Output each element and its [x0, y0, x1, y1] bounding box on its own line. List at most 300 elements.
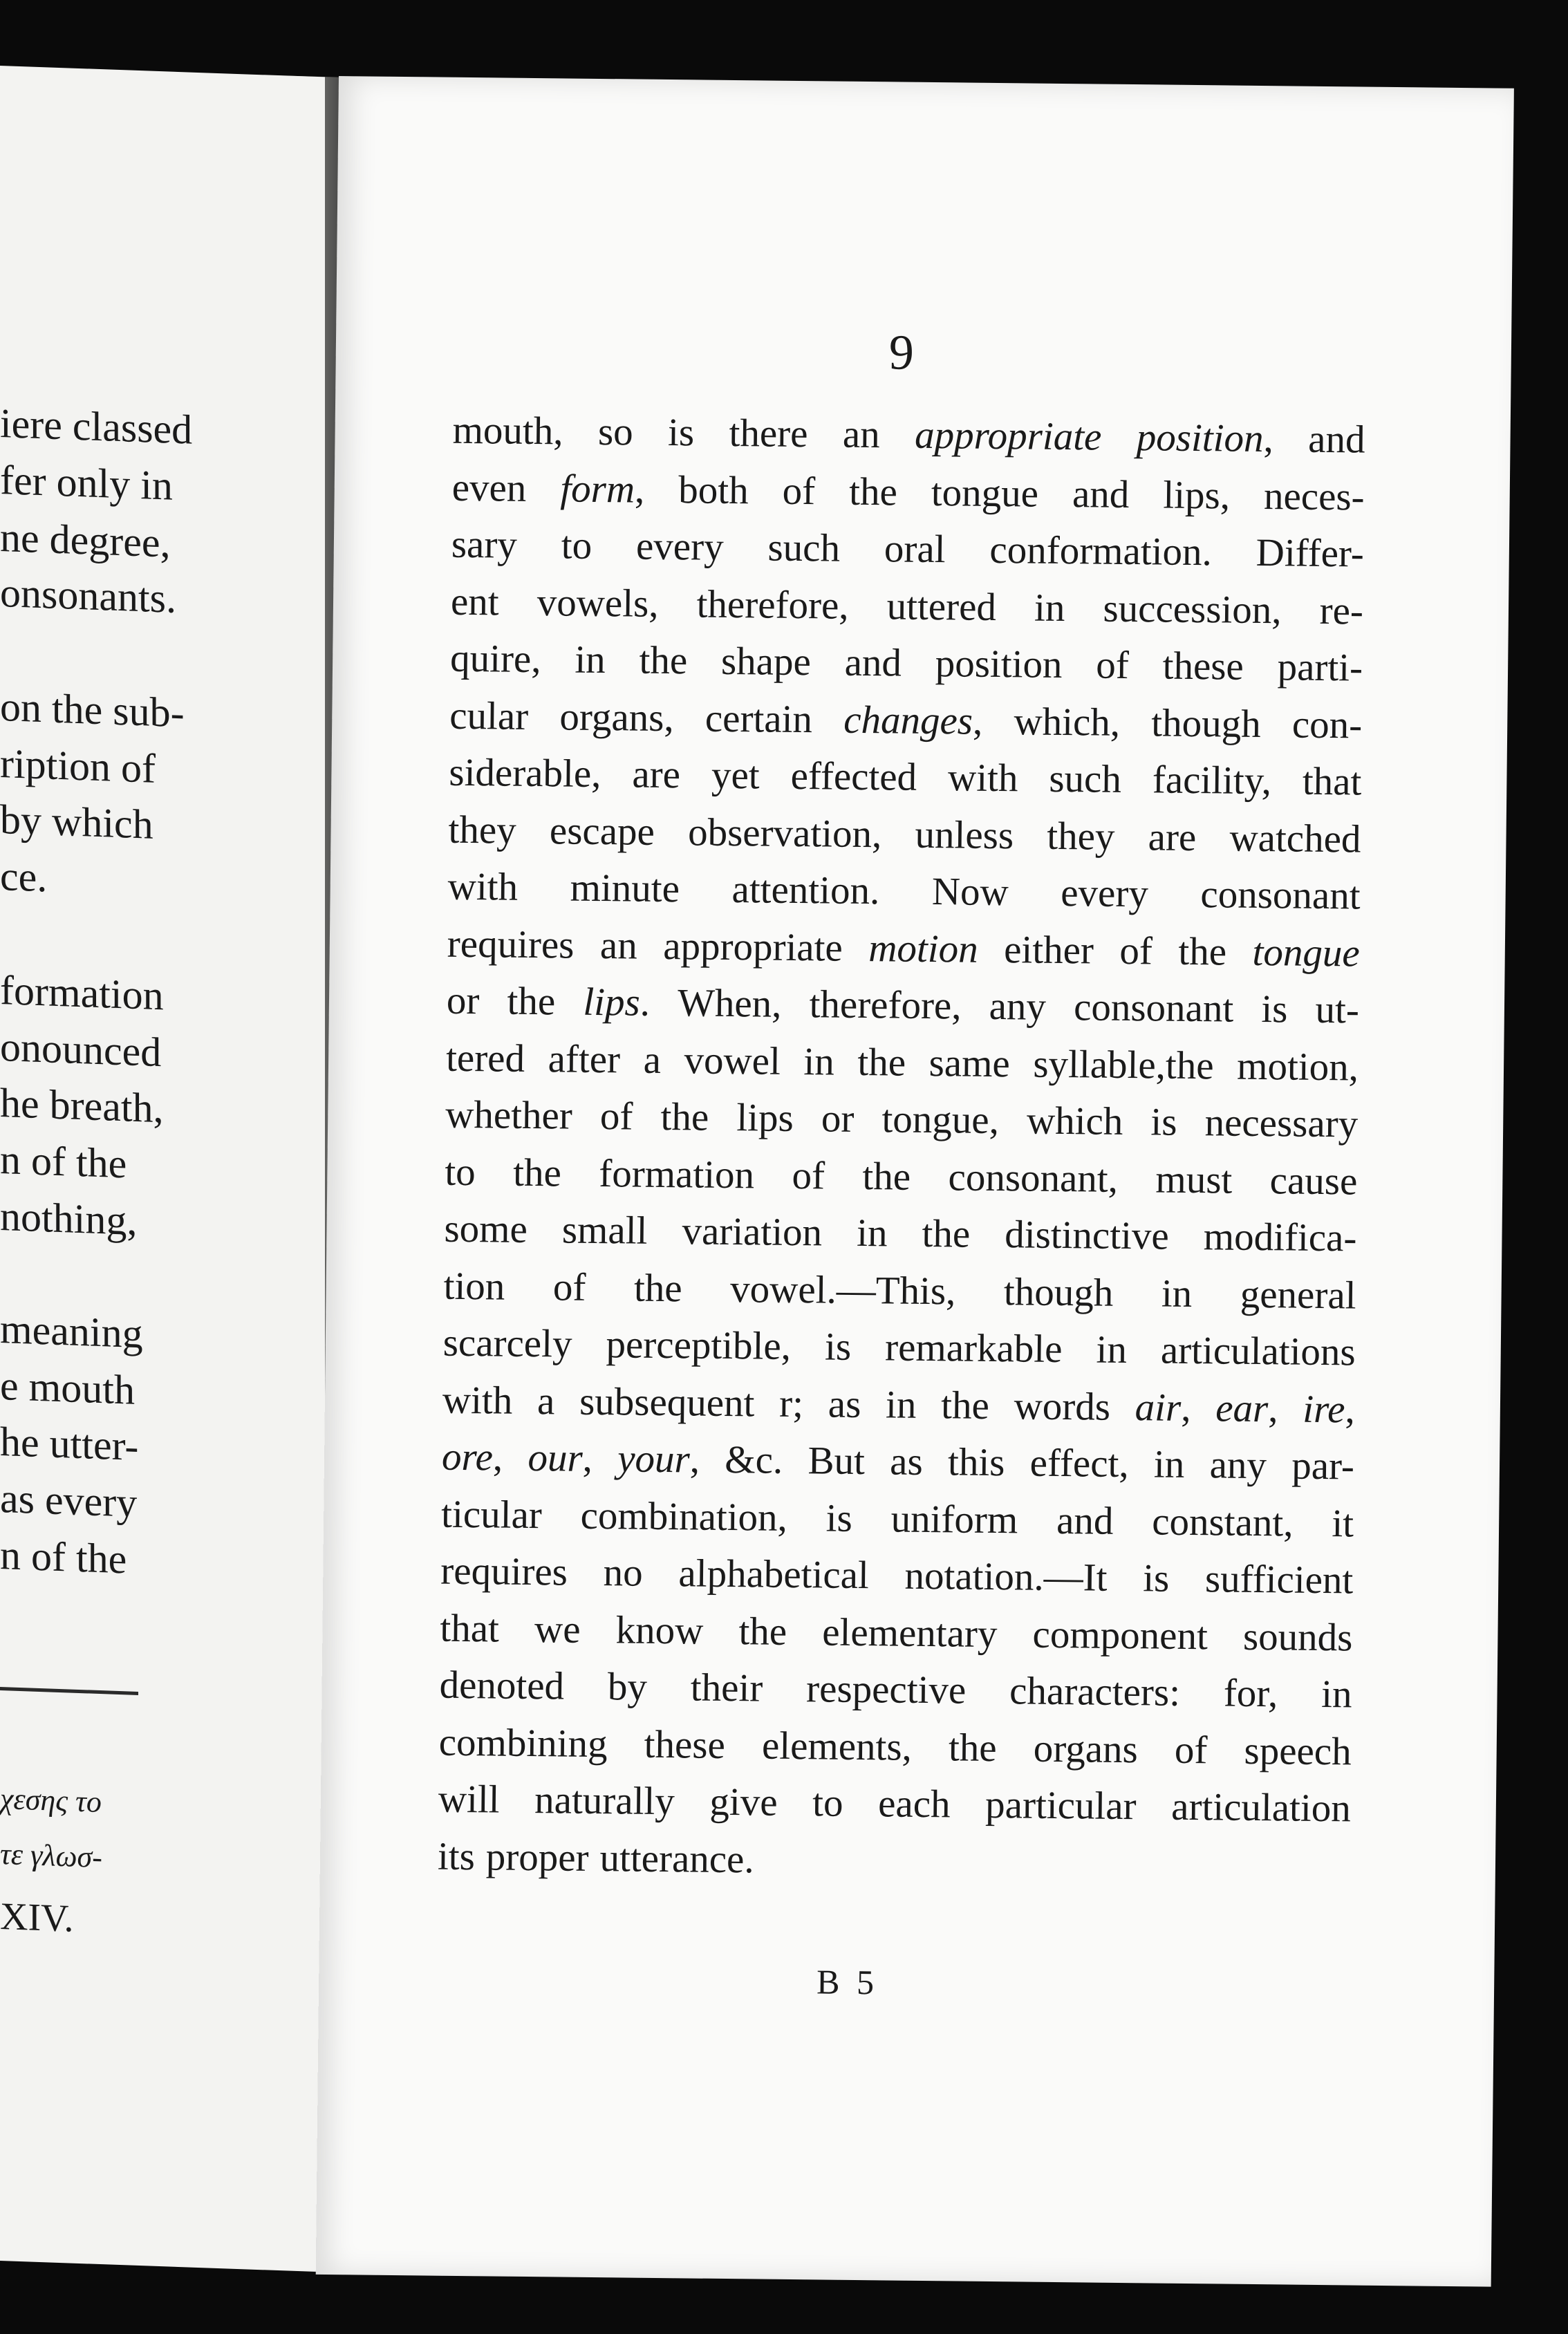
- word-group: [725, 1432, 783, 1489]
- word: formation: [598, 1151, 755, 1197]
- left-page-line: ription of: [0, 740, 156, 792]
- word: effect,: [1029, 1441, 1129, 1486]
- word: is: [1261, 987, 1288, 1031]
- word: the: [660, 1094, 709, 1139]
- word-group: [445, 1087, 572, 1145]
- word-group: [442, 1429, 503, 1486]
- word-group: [663, 917, 843, 976]
- word-group: [447, 915, 574, 973]
- word: vowel.—This,: [729, 1267, 956, 1313]
- word: articulations: [1160, 1328, 1356, 1374]
- word: appropriate: [662, 924, 843, 970]
- italic-word: motion: [868, 926, 979, 971]
- word-group: [881, 1091, 999, 1149]
- word: the: [848, 469, 898, 514]
- text-line: [443, 1258, 1356, 1324]
- word: cular: [449, 693, 529, 738]
- word-group: [1229, 810, 1361, 868]
- word: variation: [682, 1209, 823, 1255]
- word: in: [856, 1211, 888, 1255]
- word: But: [808, 1439, 866, 1484]
- word: particular: [984, 1782, 1137, 1829]
- word: words: [1014, 1383, 1111, 1429]
- word-group: [528, 1430, 592, 1487]
- word-group: [709, 1774, 778, 1832]
- word-group: [1252, 924, 1360, 982]
- word-group: [941, 1377, 990, 1435]
- word-group: [668, 404, 695, 462]
- word: naturally: [534, 1778, 675, 1824]
- word-group: [935, 635, 1063, 693]
- text-line: [449, 745, 1362, 811]
- word: When,: [677, 981, 782, 1026]
- word-group: [989, 978, 1046, 1036]
- word-group: [634, 1260, 683, 1317]
- word-group: [1237, 1038, 1359, 1096]
- left-page-line: onounced: [0, 1024, 162, 1076]
- word: know: [615, 1607, 704, 1653]
- word-group: [931, 863, 1009, 922]
- word-group: [449, 745, 601, 803]
- word: same: [928, 1040, 1011, 1085]
- word-group: [1155, 1151, 1233, 1209]
- word: that: [1302, 759, 1362, 804]
- word-group: [1209, 1437, 1267, 1494]
- word-group: [890, 1491, 1018, 1549]
- word: is: [1150, 1100, 1177, 1144]
- word: in: [803, 1039, 835, 1084]
- word: subsequent: [579, 1379, 755, 1425]
- word: motion,: [1236, 1044, 1359, 1090]
- word-group: [1096, 637, 1129, 695]
- word: the: [633, 1266, 682, 1310]
- italic-word: ear: [1215, 1385, 1269, 1430]
- word-group: [1162, 638, 1244, 696]
- word: as: [889, 1439, 924, 1484]
- word: any: [1209, 1443, 1267, 1488]
- word-group: [553, 1259, 586, 1316]
- word: it: [1332, 1501, 1354, 1545]
- word-group: [1032, 1606, 1208, 1665]
- word-group: [949, 1719, 998, 1777]
- word: general: [1240, 1272, 1356, 1318]
- word-group: [1033, 1036, 1214, 1094]
- word-group: [696, 576, 849, 635]
- word-group: [615, 1602, 704, 1660]
- word-group: [1200, 866, 1361, 925]
- word-group: [1256, 525, 1364, 583]
- word-group: [1150, 1094, 1177, 1151]
- word-group: [843, 407, 881, 464]
- italic-word: tongue: [1252, 930, 1361, 975]
- word-group: [442, 1372, 513, 1430]
- word-group: [447, 859, 518, 917]
- word-group: [828, 1376, 861, 1433]
- word-group: [721, 633, 812, 691]
- word: mouth,: [452, 408, 563, 454]
- italic-word: air: [1135, 1385, 1182, 1430]
- italic-word: lips: [583, 980, 641, 1025]
- word-group: [989, 522, 1212, 581]
- word-group: [779, 1375, 804, 1432]
- word-group: [438, 1714, 608, 1773]
- italic-word: changes: [843, 698, 973, 743]
- word: succession,: [1103, 586, 1282, 632]
- word: which,: [1014, 699, 1121, 745]
- word-group: [684, 1032, 781, 1090]
- word: quire,: [449, 636, 541, 682]
- word-group: [1174, 1721, 1207, 1779]
- left-page-line: ne degree,: [0, 514, 171, 566]
- word-group: [579, 1373, 755, 1432]
- word-group: [617, 1430, 700, 1488]
- word-group: [536, 575, 659, 633]
- word: watched: [1229, 816, 1361, 861]
- word: give: [709, 1780, 778, 1824]
- word-group: [862, 1148, 911, 1206]
- word-group: [1148, 809, 1196, 866]
- word-group: [446, 1029, 525, 1087]
- word: elements,: [761, 1724, 913, 1769]
- text-line: [446, 1029, 1359, 1096]
- left-page-line: meaning: [0, 1306, 143, 1357]
- word: and: [1307, 417, 1365, 462]
- word-group: [1033, 1720, 1138, 1778]
- word: tongue: [931, 470, 1039, 516]
- word-group: [885, 1319, 1063, 1378]
- word-group: [1215, 1380, 1278, 1437]
- word-group: [843, 691, 983, 750]
- word: organs: [1033, 1726, 1139, 1771]
- word: shape: [720, 639, 812, 684]
- word-group: [1004, 922, 1094, 980]
- word: ,: [1267, 1386, 1278, 1430]
- left-footnote-line: XIV.: [0, 1895, 74, 1941]
- word: these: [1162, 644, 1244, 689]
- left-page-line: ce.: [0, 853, 48, 901]
- word: articulation: [1170, 1784, 1352, 1831]
- word: ,: [1345, 1387, 1356, 1431]
- word-group: [808, 1432, 865, 1490]
- word: sufficient: [1204, 1557, 1354, 1603]
- word-group: [1152, 751, 1271, 810]
- word: the: [948, 1725, 997, 1770]
- word: as: [828, 1382, 861, 1426]
- word: there: [729, 411, 808, 456]
- word: proper: [485, 1834, 589, 1880]
- word: ,: [492, 1435, 503, 1479]
- word: so: [597, 409, 634, 454]
- text-line: [442, 1315, 1356, 1381]
- word-group: [1119, 922, 1152, 980]
- word-group: [705, 690, 813, 748]
- word-group: [560, 460, 645, 519]
- word-group: [534, 1601, 581, 1659]
- word: no: [603, 1551, 644, 1595]
- word: re-: [1319, 588, 1364, 633]
- word-group: [1203, 1208, 1356, 1267]
- word-group: [1292, 696, 1363, 754]
- word: facility,: [1152, 758, 1272, 803]
- word: unless: [915, 812, 1014, 857]
- left-page-line: n of the: [0, 1532, 127, 1583]
- word: ticular: [440, 1492, 543, 1537]
- word: cause: [1269, 1158, 1358, 1204]
- body-text: [438, 402, 1365, 1895]
- word-group: [1204, 1094, 1358, 1153]
- word-group: [643, 1031, 661, 1089]
- word: the: [639, 638, 688, 683]
- word-group: [844, 635, 902, 692]
- word-group: [442, 1315, 572, 1373]
- word: must: [1155, 1157, 1233, 1202]
- text-line: [448, 801, 1361, 868]
- text-line: [445, 1143, 1358, 1210]
- word-group: [1243, 1608, 1353, 1666]
- word: modifica-: [1203, 1215, 1357, 1260]
- word: the: [857, 1040, 906, 1085]
- word-group: [644, 1716, 725, 1774]
- word-group: [575, 632, 606, 689]
- word-group: [1061, 865, 1148, 923]
- word-group: [922, 1206, 971, 1263]
- word: of: [782, 469, 816, 513]
- text-line: [452, 402, 1365, 469]
- word-group: [1074, 979, 1234, 1038]
- left-page: [0, 66, 325, 2272]
- italic-word: ire: [1302, 1387, 1345, 1431]
- word-group: [1205, 1551, 1354, 1609]
- word: though: [1151, 700, 1262, 746]
- word-group: [660, 1089, 709, 1146]
- word: the: [512, 1150, 562, 1195]
- text-line: [438, 1828, 1351, 1894]
- word-group: [1154, 1436, 1185, 1493]
- italic-word: our: [528, 1435, 584, 1480]
- word-group: [570, 860, 680, 918]
- left-page-line: by which: [0, 796, 153, 848]
- word-group: [730, 1261, 956, 1320]
- word-group: [1103, 580, 1282, 639]
- word-group: [928, 1035, 1010, 1093]
- word-group: [562, 1202, 648, 1260]
- word: an: [599, 923, 638, 968]
- word: requires: [447, 922, 575, 967]
- word: utterance.: [599, 1836, 754, 1881]
- word-group: [736, 1090, 794, 1147]
- text-line: [447, 859, 1361, 925]
- word-group: [1027, 1093, 1123, 1151]
- word: is: [667, 411, 695, 455]
- right-page: [316, 76, 1514, 2287]
- word: distinctive: [1004, 1213, 1170, 1258]
- word-group: [890, 1433, 923, 1491]
- word: therefore,: [696, 581, 849, 628]
- word-group: [438, 1771, 500, 1829]
- word: characters:: [1009, 1669, 1181, 1715]
- word: to: [561, 523, 592, 568]
- word: tion: [443, 1264, 505, 1309]
- left-page-line: formation: [0, 967, 164, 1019]
- word-group: [792, 1147, 825, 1204]
- word-group: [600, 1088, 633, 1146]
- word: component: [1032, 1612, 1208, 1658]
- word-group: [1161, 1323, 1356, 1381]
- word-group: [1291, 1438, 1354, 1495]
- word: and: [844, 640, 902, 685]
- page-number: 9: [888, 324, 915, 380]
- word-group: [1269, 1152, 1357, 1211]
- word-group: [884, 521, 946, 578]
- word: is: [824, 1325, 852, 1369]
- word: such: [1049, 756, 1122, 801]
- word: necessary: [1204, 1101, 1359, 1146]
- footnote-rule: [0, 1687, 138, 1695]
- word: in: [575, 637, 606, 682]
- word-group: [762, 1717, 913, 1776]
- italic-word: position: [1136, 416, 1264, 461]
- word-group: [1049, 751, 1121, 809]
- word: attention.: [731, 868, 880, 913]
- word: the: [922, 1211, 971, 1256]
- word-group: [985, 1777, 1137, 1836]
- word: for,: [1223, 1671, 1278, 1716]
- word-group: [822, 1604, 998, 1663]
- word-group: [1319, 582, 1363, 639]
- word: the: [862, 1154, 911, 1199]
- word: respective: [805, 1667, 967, 1712]
- italic-word: ore: [441, 1435, 494, 1479]
- word: of: [1119, 928, 1153, 973]
- word-group: [806, 1661, 967, 1719]
- word-group: [948, 1149, 1118, 1208]
- word-group: [448, 801, 516, 859]
- text-line: [444, 1201, 1357, 1267]
- word: organs,: [559, 694, 675, 740]
- text-line: [445, 1087, 1359, 1153]
- word: of: [599, 1094, 633, 1139]
- word: to: [445, 1150, 476, 1194]
- word-group: [825, 1490, 852, 1547]
- word: to: [812, 1781, 843, 1825]
- left-page-line: nothing,: [0, 1193, 138, 1244]
- word: remarkable: [884, 1325, 1063, 1372]
- word-group: [812, 1775, 843, 1832]
- word-group: [1143, 1550, 1170, 1607]
- word-group: [688, 804, 882, 863]
- word: lips: [736, 1096, 794, 1140]
- text-line: [447, 973, 1360, 1039]
- word: certain: [704, 696, 813, 741]
- word: any: [989, 984, 1047, 1029]
- word-group: [451, 459, 526, 517]
- word: the: [1178, 929, 1227, 974]
- word: the: [507, 979, 556, 1024]
- word: is: [825, 1495, 853, 1540]
- word: yet: [711, 753, 760, 798]
- word: this: [947, 1440, 1005, 1485]
- word-group: [599, 1146, 755, 1204]
- word-group: [444, 1201, 528, 1259]
- word-group: [1096, 1322, 1127, 1379]
- word-group: [1277, 639, 1363, 697]
- word: parti-: [1277, 645, 1363, 690]
- word-group: [682, 1203, 822, 1262]
- word-group: [738, 1603, 787, 1661]
- word-group: [1261, 981, 1288, 1038]
- word-group: [1315, 982, 1359, 1039]
- italic-word: form: [560, 466, 635, 512]
- word-group: [857, 1034, 906, 1091]
- word: consonant: [1200, 872, 1361, 918]
- word: siderable,: [449, 750, 601, 796]
- word-group: [1004, 1264, 1114, 1322]
- word: small: [561, 1208, 648, 1253]
- word-group: [561, 517, 592, 575]
- word-group: [639, 633, 688, 690]
- word: by: [607, 1665, 648, 1709]
- word-group: [1264, 468, 1365, 526]
- word: either: [1003, 927, 1094, 973]
- word: ,: [1263, 417, 1274, 461]
- word: notation.—It: [904, 1553, 1108, 1600]
- word-group: [1136, 409, 1273, 468]
- word: uttered: [886, 584, 997, 629]
- word: every: [635, 524, 724, 569]
- word-group: [886, 578, 996, 636]
- word-group: [931, 465, 1038, 523]
- word: consonant,: [948, 1155, 1119, 1201]
- word: and: [1072, 472, 1130, 516]
- word-group: [886, 1376, 917, 1434]
- word-group: [1244, 1722, 1352, 1780]
- word: ,: [1180, 1385, 1191, 1430]
- text-line: [438, 1771, 1351, 1838]
- left-footnote-line: χεσης το: [0, 1782, 102, 1820]
- word-group: [599, 1830, 754, 1889]
- text-line: [447, 915, 1360, 982]
- word-group: [915, 407, 1102, 466]
- word-group: [825, 1318, 852, 1376]
- text-line: [442, 1429, 1355, 1495]
- word-group: [548, 1031, 620, 1089]
- word: minute: [570, 866, 680, 911]
- word: a: [643, 1038, 662, 1082]
- text-line: [439, 1657, 1352, 1724]
- word-group: [451, 516, 517, 574]
- word-group: [857, 1205, 888, 1262]
- word-group: [1240, 1266, 1356, 1324]
- word-group: [767, 520, 840, 578]
- word-group: [803, 1034, 834, 1091]
- word-group: [1332, 1495, 1354, 1553]
- word: in: [1153, 1442, 1185, 1486]
- word: scarcely: [442, 1320, 572, 1366]
- text-line: [441, 1486, 1354, 1552]
- word-group: [603, 1544, 643, 1602]
- word: r;: [778, 1381, 804, 1426]
- word-group: [606, 1316, 791, 1375]
- word: such: [767, 525, 841, 570]
- word: whether: [445, 1092, 573, 1138]
- word: lips,: [1163, 473, 1231, 518]
- word: vowel: [684, 1038, 781, 1083]
- word-group: [1135, 1379, 1191, 1437]
- word: position: [935, 642, 1063, 687]
- word: par-: [1291, 1444, 1355, 1488]
- word-group: [1047, 807, 1115, 866]
- word-group: [731, 861, 880, 920]
